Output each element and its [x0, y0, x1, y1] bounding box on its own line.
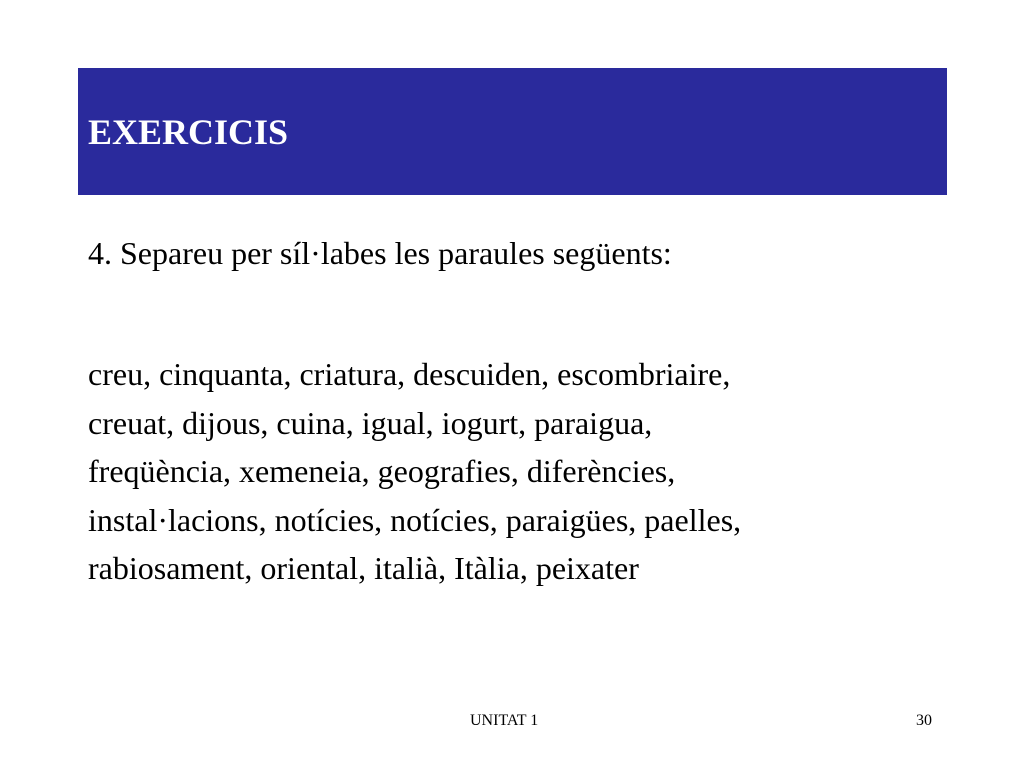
word-list-line: creu, cinquanta, criatura, descuiden, escombriaire,	[88, 356, 731, 392]
footer-page-number: 30	[916, 712, 932, 729]
word-list-line: rabiosament, oriental, italià, Itàlia, peixater	[88, 550, 639, 586]
word-list-line: freqüència, xemeneia, geografies, diferències,	[88, 453, 676, 489]
slide-title: EXERCICIS	[88, 112, 289, 152]
footer-unit-label: UNITAT 1	[470, 712, 539, 729]
title-banner	[78, 68, 947, 195]
word-list	[88, 350, 741, 593]
word-list-line: instal·lacions, notícies, notícies, paraigües, paelles,	[88, 501, 742, 538]
exercise-prompt: 4. Separeu per síl·labes les paraules següents:	[88, 235, 672, 271]
word-list-line: creuat, dijous, cuina, igual, iogurt, paraigua,	[88, 404, 653, 441]
